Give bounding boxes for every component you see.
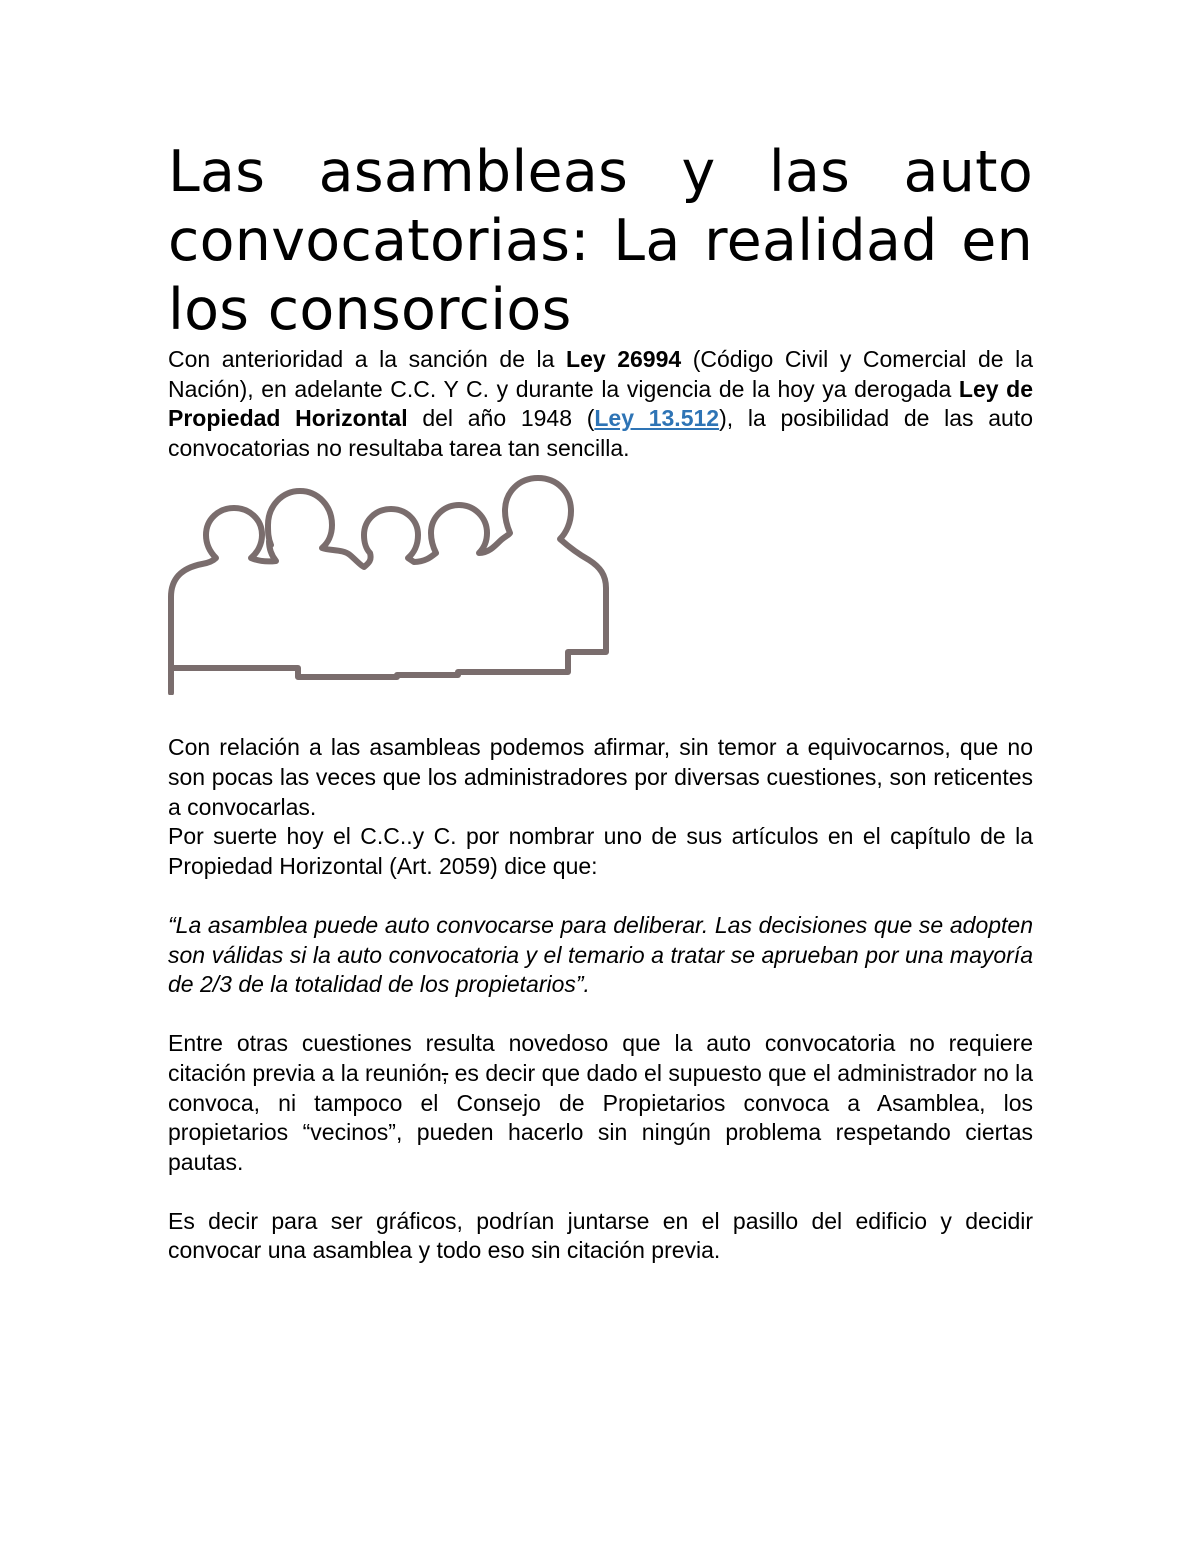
struck-comma: , (441, 1059, 449, 1086)
graphic-example-paragraph: Es decir para ser gráficos, podrían juntarse en el pasillo del edificio y decidir convocar una asamblea y todo eso sin citación previa. (168, 1207, 1033, 1264)
intro-paragraph (168, 345, 1033, 463)
horizontal-property-law-bold: Ley de Propiedad Horizontal (168, 375, 1033, 432)
law-13512-link[interactable]: Ley 13.512 (594, 405, 720, 432)
group-of-people-outline-icon (168, 475, 613, 695)
intro-text-1: Con anterioridad a la sanción de la (168, 346, 567, 372)
article-quote: “La asamblea puede auto convocarse para deliberar. Las decisiones que se adopten son válidas si la auto convocatoria y el temario a tratar se aprueban por una mayoría de 2/3 de la totalidad de los propietarios”. (168, 911, 1033, 998)
intro-text-2: (Código Civil y Comercial de la Nación), en adelante C.C. Y C. y durante la vigencia de la hoy ya derogada (168, 346, 1033, 402)
law-26994-bold: Ley 26994 (566, 346, 682, 372)
document-title: Las asambleas y las auto convocatorias: La realidad en los consorcios (168, 139, 1033, 343)
document-page (168, 138, 1033, 1266)
blank-line (168, 1177, 1033, 1207)
novelty-text-2: es decir que dado el supuesto que el administrador no la convoca, ni tampoco el Consejo de Propietarios convoca a Asamblea, los propietarios “vecinos”, pueden hacerlo sin ningún problema respetando ciertas pautas. (168, 1059, 1034, 1175)
intro-text-4: ), la posibilidad de las auto convocatorias no resultaba tarea tan sencilla. (168, 405, 1034, 461)
blank-line (168, 1000, 1033, 1030)
people-group-figure (168, 475, 613, 695)
assemblies-paragraph: Con relación a las asambleas podemos afirmar, sin temor a equivocarnos, que no son pocas las veces que los administradores por diversas cuestiones, son reticentes a convocarlas. (168, 734, 1033, 820)
novelty-paragraph (168, 1029, 1033, 1177)
novelty-text-1: Entre otras cuestiones resulta novedoso que la auto convocatoria no requiere citación previa a la reunión (168, 1030, 1033, 1086)
article-2059-paragraph: Por suerte hoy el C.C..y C. por nombrar uno de sus artículos en el capítulo de la Propiedad Horizontal (Art. 2059) dice que: (168, 823, 1033, 879)
intro-text-3: del año 1948 ( (407, 405, 595, 432)
blank-line (168, 881, 1033, 911)
